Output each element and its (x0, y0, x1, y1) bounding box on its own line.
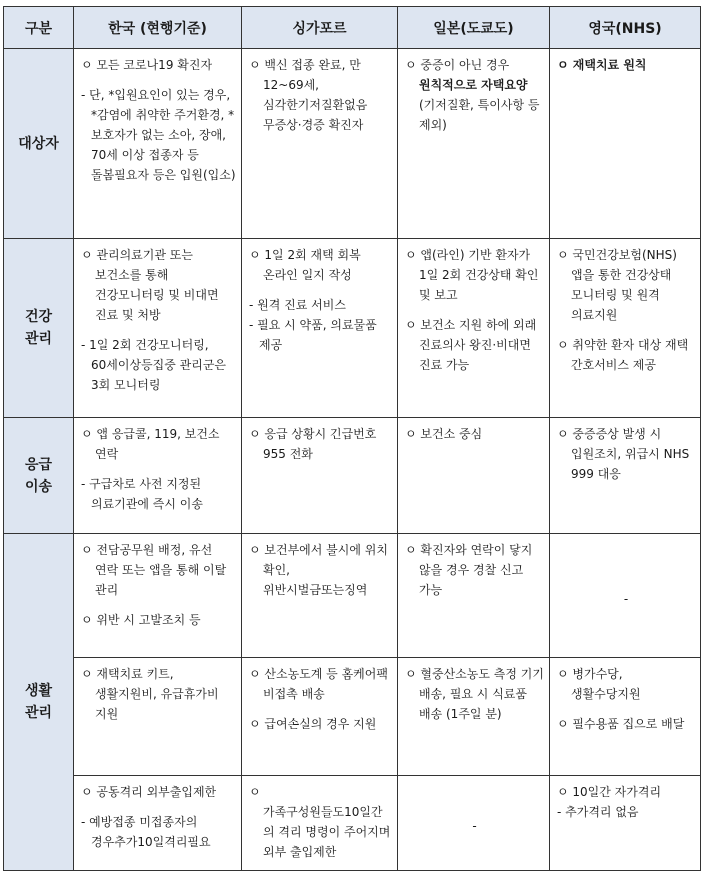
list-item: ㅇ 병가수당, 생활수당지원 (557, 667, 641, 701)
list-item: ㅇ 취약한 환자 대상 재택 간호서비스 제공 (557, 338, 689, 372)
list-item: ㅇ 산소농도계 등 홈케어팩 비접촉 배송 (249, 667, 388, 701)
cell-singapore-emergency (242, 418, 398, 534)
category-target: 대상자 (4, 49, 74, 239)
list-item: - 1일 2회 건강모니터링, 60세이상등집중 관리군은 3회 모니터링 (81, 338, 227, 392)
category-living: 생활 관리 (4, 534, 74, 871)
cell-japan-emergency (398, 418, 550, 534)
list-item: - 예방접종 미접종자의 경우추가10일격리필요 (81, 815, 211, 849)
list-item: ㅇ 보건소 지원 하에 외래 진료의사 왕진·비대면 진료 가능 (405, 318, 537, 372)
cell-singapore-living-1 (242, 534, 398, 658)
list-item: ㅇ 가족구성원들도10일간의 격리 명령이 주어지며 외부 출입제한 (249, 785, 391, 859)
list-item: ㅇ 급여손실의 경우 지원 (249, 717, 377, 731)
list-item: ㅇ 전담공무원 배정, 유선 연락 또는 앱을 통해 이탈 관리 (81, 543, 227, 597)
header-japan: 일본(도쿄도) (398, 7, 550, 49)
list-item: - 필요 시 약품, 의료물품 제공 (249, 318, 377, 352)
header-category: 구분 (4, 7, 74, 49)
list-item: ㅇ 혈중산소농도 측정 기기 배송, 필요 시 식료품 배송 (1주일 분) (405, 667, 544, 721)
list-item-text: ㅇ 중증이 아닌 경우 (405, 58, 510, 72)
list-item-text: (기저질환, 특이사항 등 제외) (419, 98, 540, 132)
cell-korea-health (74, 239, 242, 418)
cell-korea-living-2 (74, 658, 242, 776)
cell-korea-emergency (74, 418, 242, 534)
list-item: - 추가격리 없음 (557, 805, 639, 819)
cell-uk-target (550, 49, 701, 239)
list-item: ㅇ 앱 응급콜, 119, 보건소 연락 (81, 427, 220, 461)
comparison-table (3, 6, 701, 871)
cell-singapore-health (242, 239, 398, 418)
cell-singapore-living-2 (242, 658, 398, 776)
cell-japan-living-1 (398, 534, 550, 658)
list-item: ㅇ 공동격리 외부출입제한 (81, 785, 217, 799)
list-item: ㅇ 보건부에서 불시에 위치 확인, 위반시벌금또는징역 (249, 543, 388, 597)
cell-uk-living-2 (550, 658, 701, 776)
list-item: ㅇ 국민건강보험(NHS) 앱을 통한 건강상태 모니터링 및 원격 의료지원 (557, 248, 677, 322)
cell-uk-living-3 (550, 776, 701, 871)
list-item: ㅇ 관리의료기관 또는 보건소를 통해 건강모니터링 및 비대면 진료 및 처방 (81, 248, 219, 322)
list-item: ㅇ 백신 접종 완료, 만 12~69세, 심각한기저질환없음 무증상·경증 확진자 (249, 58, 368, 132)
category-emergency: 응급 이송 (4, 418, 74, 534)
list-item: ㅇ 위반 시 고발조치 등 (81, 613, 201, 627)
list-item: ㅇ 보건소 중심 (405, 427, 483, 441)
header-korea: 한국 (현행기준) (74, 7, 242, 49)
list-item: - 원격 진료 서비스 (249, 298, 346, 312)
header-row (4, 7, 701, 49)
table-row-living-1 (4, 534, 701, 658)
cell-japan-living-3: - (398, 776, 550, 871)
list-item: ㅇ 확진자와 연락이 닿지 않을 경우 경찰 신고 가능 (405, 543, 533, 597)
cell-uk-living-1: - (550, 534, 701, 658)
table-row-target (4, 49, 701, 239)
header-uk: 영국(NHS) (550, 7, 701, 49)
cell-japan-living-2 (398, 658, 550, 776)
table-row-living-2 (4, 658, 701, 776)
cell-japan-target (398, 49, 550, 239)
cell-korea-living-3 (74, 776, 242, 871)
cell-korea-living-1 (74, 534, 242, 658)
table-row-health (4, 239, 701, 418)
category-health: 건강 관리 (4, 239, 74, 418)
list-item: ㅇ 필수용품 집으로 배달 (557, 717, 685, 731)
list-item (405, 55, 544, 135)
list-item: ㅇ 앱(라인) 기반 환자가 1일 2회 건강상태 확인 및 보고 (405, 248, 539, 302)
table-row-emergency (4, 418, 701, 534)
cell-singapore-living-3 (242, 776, 398, 871)
cell-singapore-target (242, 49, 398, 239)
emphasis-text: ㅇ 재택치료 원칙 (557, 58, 647, 72)
list-item: ㅇ 모든 코로나19 확진자 (81, 58, 213, 72)
header-singapore: 싱가포르 (242, 7, 398, 49)
emphasis-text: 원칙적으로 자택요양 (419, 78, 528, 92)
cell-japan-health (398, 239, 550, 418)
list-item: - 단, *입원요인이 있는 경우, *감염에 취약한 주거환경, *보호자가 없는 소아, 장애, 70세 이상 접종자 등 돌봄필요자 등은 입원(입소) (81, 88, 236, 182)
table-row-living-3 (4, 776, 701, 871)
list-item: ㅇ 10일간 자가격리 (557, 785, 662, 799)
cell-uk-health (550, 239, 701, 418)
cell-uk-emergency (550, 418, 701, 534)
cell-korea-target (74, 49, 242, 239)
list-item: ㅇ 재택치료 키트, 생활지원비, 유급휴가비 지원 (81, 667, 219, 721)
list-item: - 구급차로 사전 지정된 의료기관에 즉시 이송 (81, 477, 203, 511)
list-item: ㅇ 중증증상 발생 시 입원조치, 위급시 NHS 999 대응 (557, 427, 690, 481)
list-item: ㅇ 응급 상황시 긴급번호 955 전화 (249, 427, 377, 461)
list-item: ㅇ 1일 2회 재택 회복 온라인 일지 작성 (249, 248, 361, 282)
